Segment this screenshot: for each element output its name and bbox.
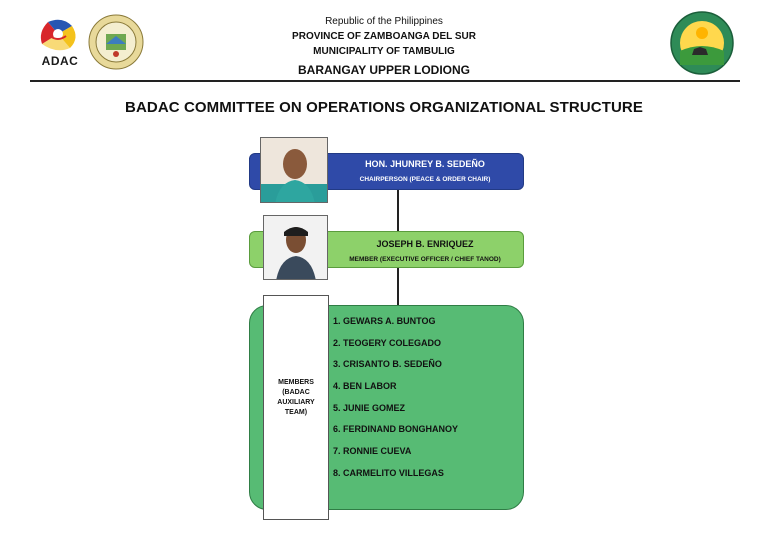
members-label [263, 378, 329, 418]
member-list [333, 314, 458, 488]
list-item: 2. TEOGERY COLEGADO [333, 337, 442, 348]
header-divider [30, 80, 740, 82]
members-label-line: AUXILIARY [277, 399, 315, 406]
executive-officer-name: JOSEPH B. ENRIQUEZ [376, 239, 474, 249]
members-label-line: TEAM) [284, 409, 308, 416]
chairperson-photo [260, 137, 328, 203]
members-label-line: (BADAC [282, 389, 310, 396]
list-item: 5. JUNIE GOMEZ [333, 402, 406, 413]
executive-officer-photo [263, 215, 328, 280]
header-barangay: BARANGAY UPPER LODIONG [297, 63, 471, 77]
list-item: 3. CRISANTO B. SEDEÑO [333, 359, 442, 370]
header-republic: Republic of the Philippines [325, 16, 443, 27]
chairperson-role: CHAIRPERSON (PEACE & ORDER CHAIR) [359, 176, 491, 183]
header-province: PROVINCE OF ZAMBOANGA DEL SUR [292, 31, 476, 42]
executive-officer-role: MEMBER (EXECUTIVE OFFICER / CHIEF TANOD) [349, 256, 501, 263]
connector-line [397, 268, 399, 305]
adac-logo-text: ADAC [41, 54, 79, 68]
list-item: 8. CARMELITO VILLEGAS [333, 467, 444, 478]
list-item: 1. GEWARS A. BUNTOG [333, 316, 436, 326]
connector-line [397, 190, 399, 231]
header-municipality: MUNICIPALITY OF TAMBULIG [313, 46, 455, 57]
list-item: 7. RONNIE CUEVA [333, 446, 412, 457]
list-item: 6. FERDINAND BONGHANOY [333, 424, 459, 435]
members-label-line: MEMBERS [278, 379, 314, 386]
chairperson-name: HON. JHUNREY B. SEDEÑO [365, 159, 485, 169]
page-title: BADAC COMMITTEE ON OPERATIONS ORGANIZATIONAL STRUCTURE [125, 99, 643, 116]
list-item: 4. BEN LABOR [333, 381, 397, 392]
